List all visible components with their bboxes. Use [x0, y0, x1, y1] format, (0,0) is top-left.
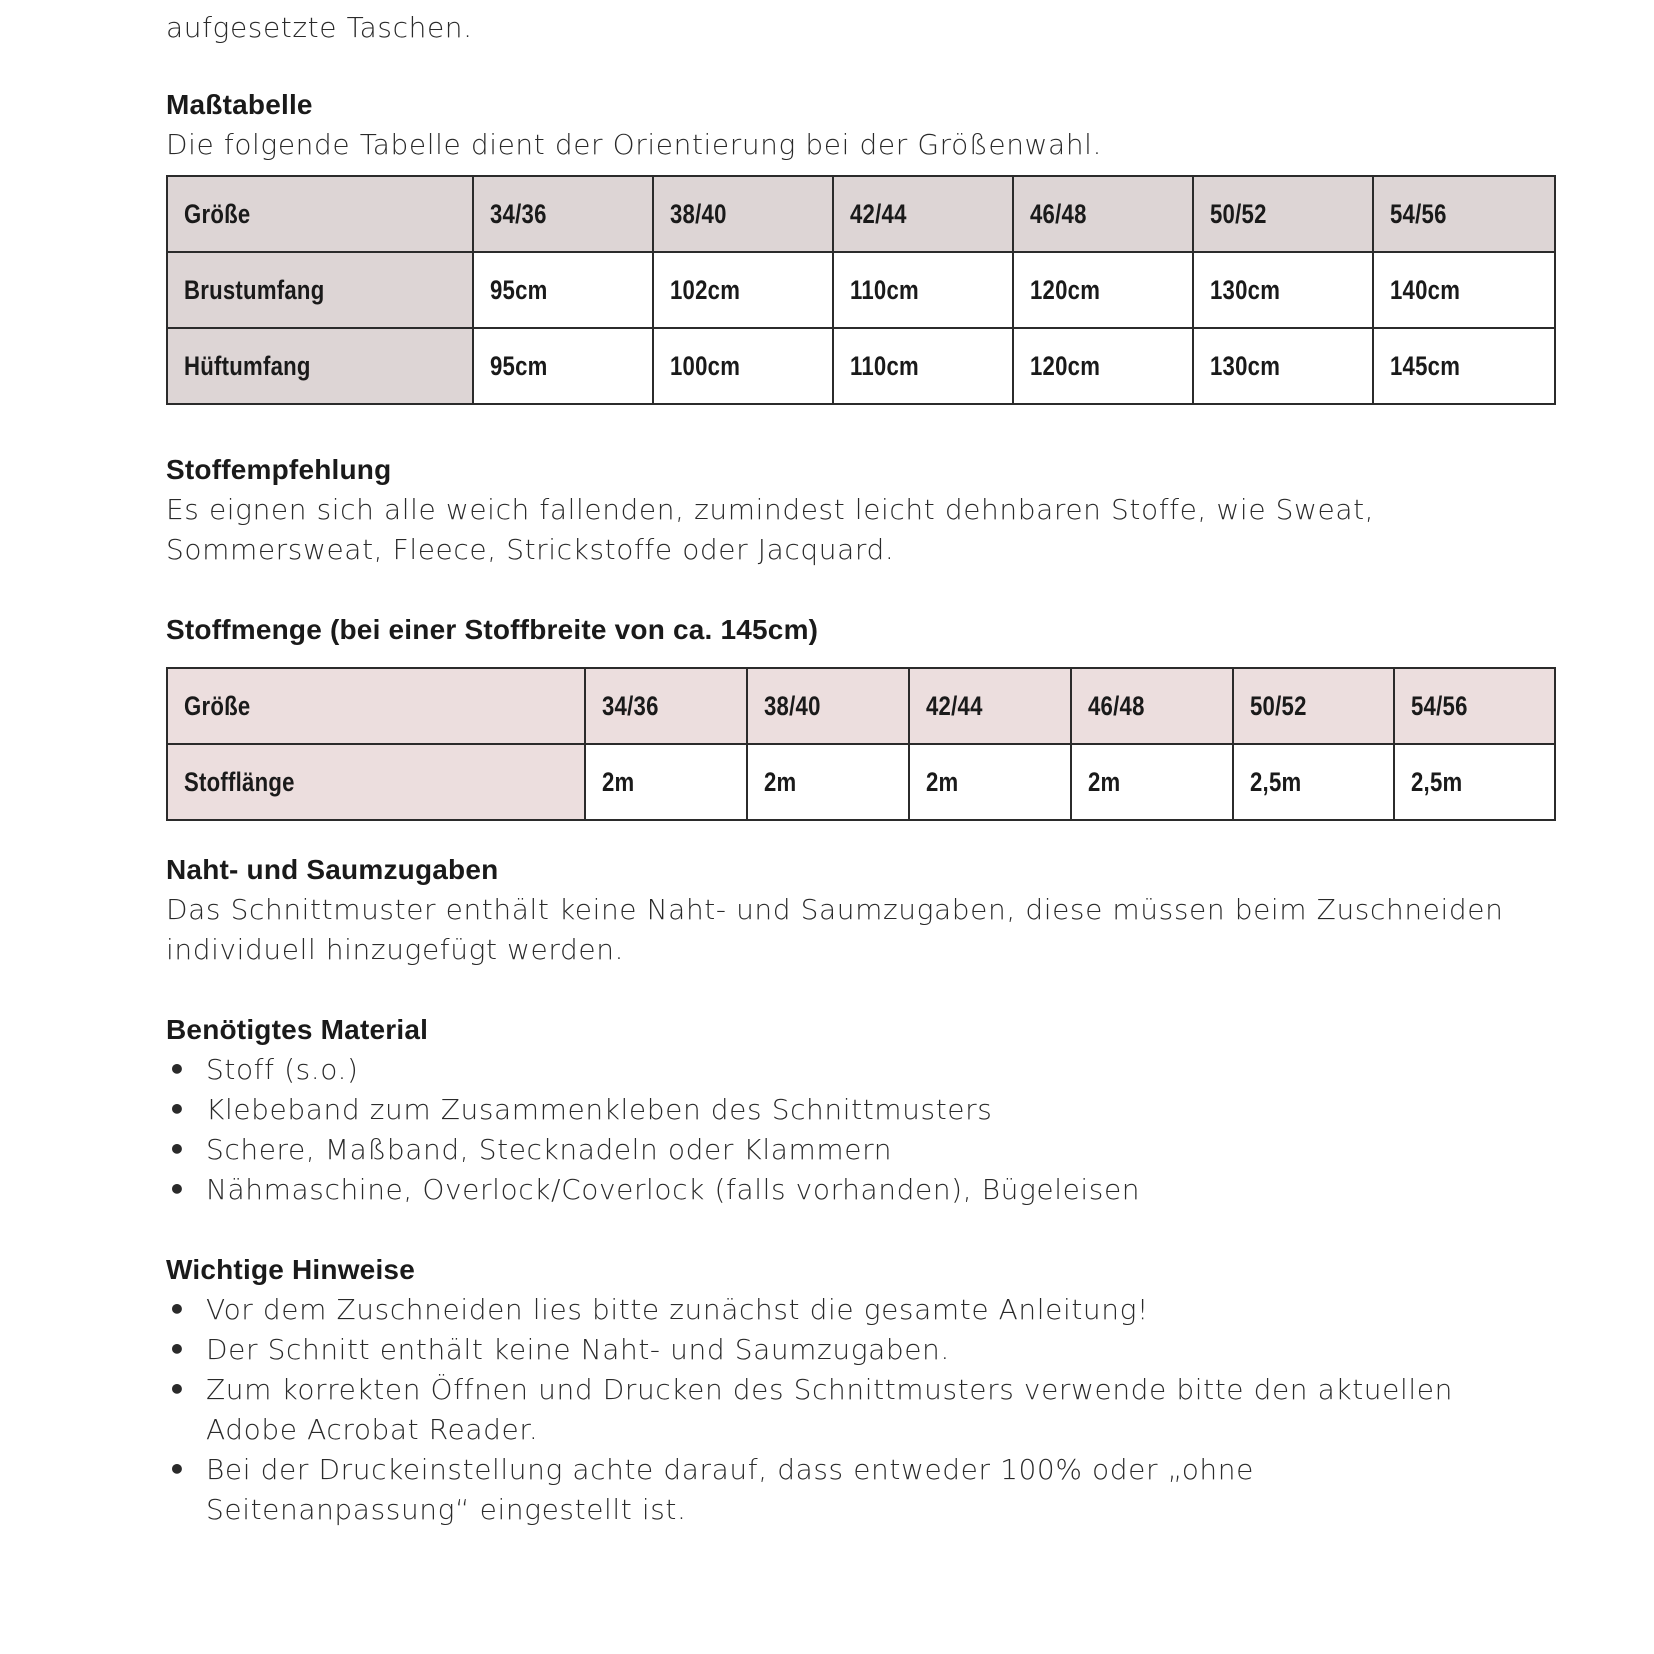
mass-table-cell: 140cm: [1373, 252, 1555, 328]
bullet-icon: •: [168, 1173, 187, 1206]
mass-table-section: [166, 85, 1102, 165]
fabric-recommendation-section: [166, 450, 1374, 570]
mass-table-header-row: [167, 176, 1555, 252]
bullet-icon: •: [168, 1453, 187, 1486]
fabric-amount-wrapper: [166, 667, 1556, 821]
fabric-amount-header-cell: Größe: [167, 668, 585, 744]
notes-section: [166, 1250, 1453, 1530]
bullet-icon: •: [168, 1333, 187, 1366]
fabric-recommendation-line: Sommersweat, Fleece, Strickstoffe oder Jacquard.: [166, 533, 895, 566]
mass-table-header-cell: 34/36: [473, 176, 653, 252]
mass-table-wrapper: [166, 175, 1556, 405]
mass-table-description: Die folgende Tabelle dient der Orientierung bei der Größenwahl.: [166, 128, 1103, 161]
list-item: • Vor dem Zuschneiden lies bitte zunächst die gesamte Anleitung!: [166, 1290, 1453, 1330]
mass-table-header-cell: 38/40: [653, 176, 833, 252]
mass-table-heading: Maßtabelle: [166, 89, 313, 120]
bullet-icon: •: [168, 1053, 187, 1086]
seam-allowance-line: individuell hinzugefügt werden.: [166, 933, 625, 966]
materials-heading: Benötigtes Material: [166, 1014, 429, 1045]
mass-table-cell: 120cm: [1013, 328, 1193, 404]
fabric-amount-header-row: [167, 668, 1555, 744]
mass-table-cell: 95cm: [473, 252, 653, 328]
fabric-recommendation-heading: Stoffempfehlung: [166, 454, 392, 485]
mass-table-cell: 110cm: [833, 328, 1013, 404]
fabric-amount-header-cell: 34/36: [585, 668, 747, 744]
list-item: • Der Schnitt enthält keine Naht- und Saumzugaben.: [166, 1330, 1453, 1370]
bullet-icon: •: [168, 1093, 187, 1126]
mass-table-cell: 130cm: [1193, 328, 1373, 404]
fabric-amount-cell: 2m: [585, 744, 747, 820]
bullet-icon: •: [168, 1293, 187, 1326]
fabric-amount-header-cell: 54/56: [1394, 668, 1555, 744]
mass-table-cell: 110cm: [833, 252, 1013, 328]
seam-allowance-section: [166, 850, 1503, 970]
fabric-amount-cell: 2m: [1071, 744, 1233, 820]
list-item: • Stoff (s.o.): [166, 1050, 1140, 1090]
fabric-amount-header-cell: 46/48: [1071, 668, 1233, 744]
materials-section: [166, 1010, 1140, 1210]
bullet-icon: •: [168, 1133, 187, 1166]
fabric-amount-cell: 2m: [909, 744, 1071, 820]
mass-table-header-cell: 54/56: [1373, 176, 1555, 252]
mass-table-row-chest: [167, 252, 1555, 328]
fabric-recommendation-line: Es eignen sich alle weich fallenden, zumindest leicht dehnbaren Stoffe, wie Sweat,: [166, 493, 1375, 526]
notes-heading: Wichtige Hinweise: [166, 1254, 415, 1285]
fabric-amount-cell: 2m: [747, 744, 909, 820]
mass-table-header-cell: Größe: [167, 176, 473, 252]
mass-table: [166, 175, 1556, 405]
seam-allowance-heading: Naht- und Saumzugaben: [166, 854, 499, 885]
mass-table-cell: 130cm: [1193, 252, 1373, 328]
intro-text: aufgesetzte Taschen.: [166, 11, 473, 44]
mass-table-cell: 102cm: [653, 252, 833, 328]
list-item: • Nähmaschine, Overlock/Coverlock (falls vorhanden), Bügeleisen: [166, 1170, 1140, 1210]
mass-table-row-label: Hüftumfang: [167, 328, 473, 404]
fabric-amount-heading: Stoffmenge (bei einer Stoffbreite von ca. 145cm): [166, 614, 819, 645]
mass-table-row-hip: [167, 328, 1555, 404]
list-item: • Zum korrekten Öffnen und Drucken des Schnittmusters verwende bitte den aktuellen Adobe Acrobat Reader.: [166, 1370, 1453, 1450]
fabric-amount-table: [166, 667, 1556, 821]
fabric-amount-header-cell: 50/52: [1233, 668, 1394, 744]
fabric-amount-header-cell: 42/44: [909, 668, 1071, 744]
mass-table-cell: 120cm: [1013, 252, 1193, 328]
fabric-amount-row-length: [167, 744, 1555, 820]
fabric-amount-cell: 2,5m: [1394, 744, 1555, 820]
bullet-icon: •: [168, 1373, 187, 1406]
mass-table-header-cell: 46/48: [1013, 176, 1193, 252]
mass-table-header-cell: 42/44: [833, 176, 1013, 252]
mass-table-cell: 95cm: [473, 328, 653, 404]
fabric-amount-cell: 2,5m: [1233, 744, 1394, 820]
mass-table-header-cell: 50/52: [1193, 176, 1373, 252]
notes-list: [166, 1290, 1453, 1530]
list-item: • Schere, Maßband, Stecknadeln oder Klammern: [166, 1130, 1140, 1170]
fabric-amount-row-label: Stofflänge: [167, 744, 585, 820]
materials-list: [166, 1050, 1140, 1210]
fabric-amount-header-cell: 38/40: [747, 668, 909, 744]
list-item: • Klebeband zum Zusammenkleben des Schnittmusters: [166, 1090, 1140, 1130]
mass-table-cell: 100cm: [653, 328, 833, 404]
mass-table-cell: 145cm: [1373, 328, 1555, 404]
seam-allowance-line: Das Schnittmuster enthält keine Naht- und Saumzugaben, diese müssen beim Zuschneiden: [166, 893, 1504, 926]
mass-table-row-label: Brustumfang: [167, 252, 473, 328]
fabric-amount-section: [166, 610, 818, 650]
list-item: • Bei der Druckeinstellung achte darauf, dass entweder 100% oder „ohne Seitenanpassung“ eingestellt ist.: [166, 1450, 1453, 1530]
